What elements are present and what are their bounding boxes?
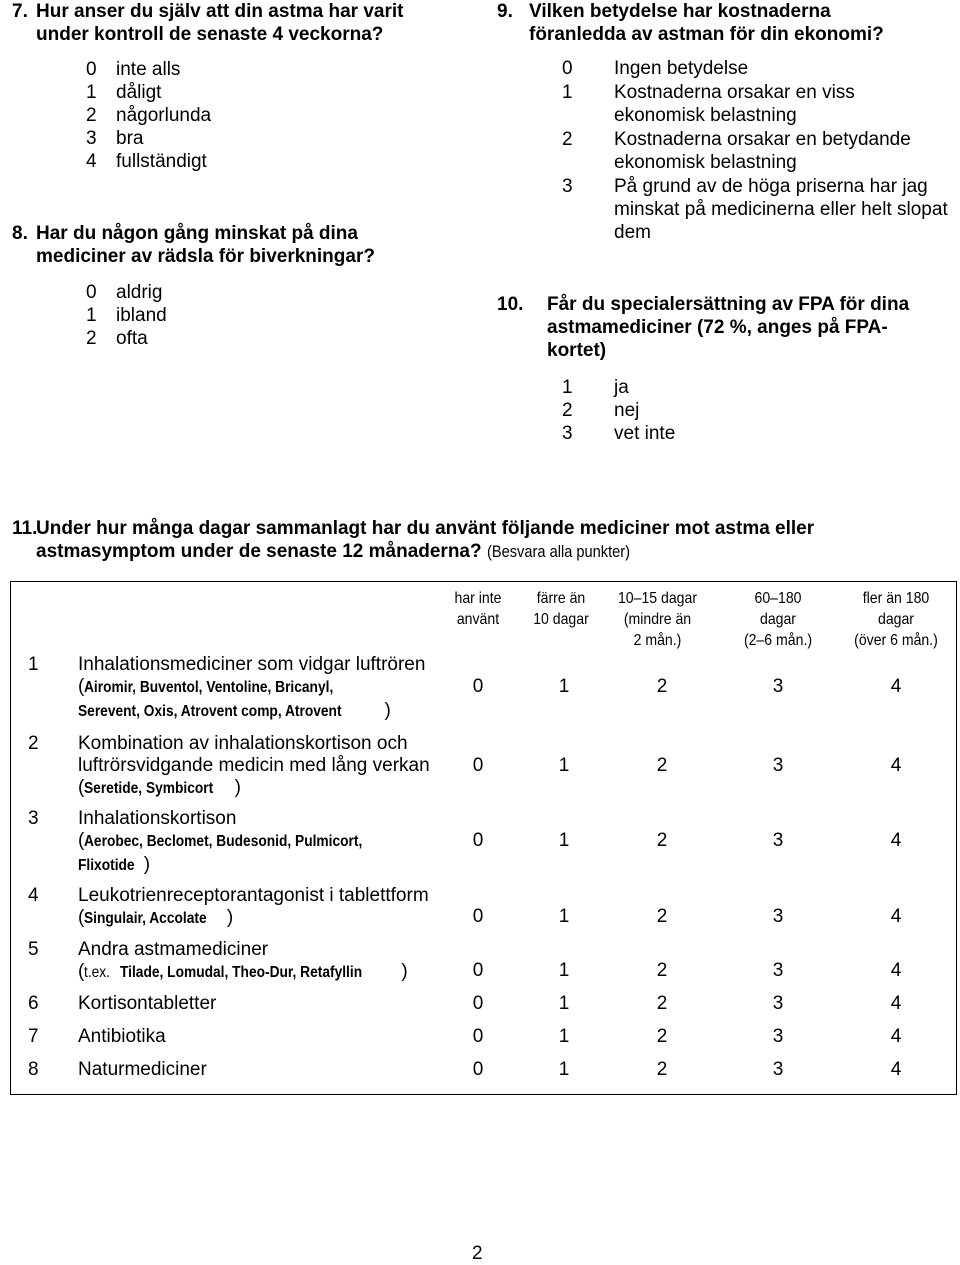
q11-note: (Besvara alla punkter)	[486, 542, 630, 561]
row-label: Antibiotika	[78, 1026, 166, 1047]
row-number: 7	[28, 1026, 39, 1047]
scale-option[interactable]: 2	[656, 960, 668, 981]
scale-option[interactable]: 0	[472, 676, 484, 697]
scale-option[interactable]: 0	[472, 993, 484, 1014]
scale-option[interactable]: 4	[890, 906, 902, 927]
scale-option[interactable]: 0	[472, 1059, 484, 1080]
table-top-border	[10, 581, 957, 582]
scale-option[interactable]: 2	[656, 676, 668, 697]
scale-option[interactable]: 4	[890, 993, 902, 1014]
row-number: 2	[28, 733, 39, 754]
q10-line-2: astmamediciner (72 %, anges på FPA-	[547, 317, 888, 338]
q8-option[interactable]: 2 ofta	[86, 328, 148, 349]
scale-option[interactable]: 2	[656, 830, 668, 851]
q8-option[interactable]: 1 ibland	[86, 305, 167, 326]
scale-option[interactable]: 2	[656, 993, 668, 1014]
scale-option[interactable]: 3	[772, 1059, 784, 1080]
q10-number: 10.	[497, 294, 524, 315]
scale-option[interactable]: 3	[772, 830, 784, 851]
column-header-2: 10–15 dagar (mindre än 2 mån.)	[617, 590, 698, 649]
scale-option[interactable]: 0	[472, 755, 484, 776]
q8-question	[36, 222, 375, 268]
q7-option[interactable]: 1 dåligt	[86, 82, 162, 103]
scale-option[interactable]: 1	[558, 755, 570, 776]
page-number: 2	[472, 1243, 483, 1264]
column-header-3: 60–180 dagar (2–6 mån.)	[743, 590, 813, 649]
scale-option[interactable]: 1	[558, 1026, 570, 1047]
scale-option[interactable]: 4	[890, 960, 902, 981]
scale-option[interactable]: 3	[772, 906, 784, 927]
q9-option[interactable]: 0 Ingen betydelse	[562, 58, 749, 79]
table-right-border	[956, 581, 957, 1095]
row-label: Inhalationsmediciner som vidgar luftrören (Airomir, Buventol, Ventoline, Bricanyl, Serevent, Oxis, Atrovent comp, Atrovent )	[78, 654, 426, 721]
scale-option[interactable]: 3	[772, 960, 784, 981]
scale-option[interactable]: 3	[772, 1026, 784, 1047]
scale-option[interactable]: 2	[656, 906, 668, 927]
scale-option[interactable]: 4	[890, 755, 902, 776]
row-label: Naturmediciner	[78, 1059, 207, 1080]
q8-number: 8.	[12, 223, 28, 244]
q7-line-1: Hur anser du själv att din astma har varit	[36, 1, 404, 22]
row-label: Leukotrienreceptorantagonist i tablettform (Singulair, Accolate )	[78, 885, 429, 928]
column-header-4: fler än 180 dagar (över 6 mån.)	[854, 590, 938, 649]
scale-option[interactable]: 3	[772, 993, 784, 1014]
scale-option[interactable]: 3	[772, 755, 784, 776]
scale-option[interactable]: 1	[558, 906, 570, 927]
scale-option[interactable]: 0	[472, 1026, 484, 1047]
q11-line-1: Under hur många dagar sammanlagt har du använt följande mediciner mot astma eller	[36, 518, 815, 539]
table-bottom-border	[10, 1094, 957, 1095]
row-number: 4	[28, 885, 39, 906]
q8-line-2: mediciner av rädsla för biverkningar?	[36, 246, 375, 267]
q10-option[interactable]: 3 vet inte	[562, 423, 676, 444]
q10-question	[547, 293, 909, 362]
q7-option[interactable]: 0 inte alls	[86, 59, 181, 80]
q10-options	[562, 376, 675, 445]
q8-line-1: Har du någon gång minskat på dina	[36, 223, 358, 244]
scale-option[interactable]: 1	[558, 993, 570, 1014]
row-label: Kortisontabletter	[78, 993, 217, 1014]
row-label: Inhalationskortison (Aerobec, Beclomet, Budesonid, Pulmicort, Flixotide )	[78, 808, 363, 875]
q9-number: 9.	[497, 1, 513, 22]
q10-option[interactable]: 2 nej	[562, 400, 640, 421]
q9-option[interactable]: 3 På grund av de höga priserna har jag minskat på medicinerna eller helt slopat dem	[562, 176, 948, 243]
q11-number: 11.	[12, 518, 38, 539]
row-number: 1	[28, 654, 39, 675]
row-label: Kombination av inhalationskortison och luftrörsvidgande medicin med lång verkan (Seretide, Symbicort )	[78, 733, 430, 798]
q9-option[interactable]: 1 Kostnaderna orsakar en viss ekonomisk belastning	[562, 82, 855, 126]
row-label: Andra astmamediciner (t.ex. Tilade, Lomudal, Theo-Dur, Retafyllin )	[78, 939, 408, 982]
q10-line-3: kortet)	[547, 340, 607, 361]
q7-option[interactable]: 2 någorlunda	[86, 105, 212, 126]
column-header-1: färre än 10 dagar	[533, 590, 589, 628]
scale-option[interactable]: 4	[890, 830, 902, 851]
scale-option[interactable]: 1	[558, 830, 570, 851]
q10-option[interactable]: 1 ja	[562, 377, 629, 398]
scale-option[interactable]: 1	[558, 960, 570, 981]
scale-option[interactable]: 2	[656, 755, 668, 776]
q8-options	[86, 281, 167, 350]
row-number: 5	[28, 939, 39, 960]
scale-option[interactable]: 3	[772, 676, 784, 697]
q7-option[interactable]: 3 bra	[86, 128, 144, 149]
q7-line-2: under kontroll de senaste 4 veckorna?	[36, 24, 384, 45]
scale-option[interactable]: 2	[656, 1059, 668, 1080]
q9-option[interactable]: 2 Kostnaderna orsakar en betydande ekonomisk belastning	[562, 129, 911, 173]
scale-option[interactable]: 0	[472, 906, 484, 927]
q11-line-2: astmasymptom under de senaste 12 månaderna?	[36, 541, 482, 562]
q7-number: 7.	[12, 1, 28, 22]
scale-option[interactable]: 2	[656, 1026, 668, 1047]
q9-question	[529, 0, 884, 46]
row-number: 6	[28, 993, 39, 1014]
scale-option[interactable]: 0	[472, 830, 484, 851]
q9-line-2: föranledda av astman för din ekonomi?	[529, 24, 884, 45]
q7-options	[86, 58, 211, 173]
scale-option[interactable]: 1	[558, 1059, 570, 1080]
scale-option[interactable]: 4	[890, 1059, 902, 1080]
q10-line-1: Får du specialersättning av FPA för dina	[547, 294, 910, 315]
row-number: 3	[28, 808, 39, 829]
table-left-border	[10, 581, 11, 1095]
column-header-0: har inte använt	[454, 590, 502, 628]
q7-question	[36, 0, 403, 46]
scale-option[interactable]: 0	[472, 960, 484, 981]
scale-option[interactable]: 1	[558, 676, 570, 697]
scale-option[interactable]: 4	[890, 676, 902, 697]
q7-option[interactable]: 4 fullständigt	[86, 151, 207, 172]
q11-question	[36, 517, 814, 563]
scale-option[interactable]: 4	[890, 1026, 902, 1047]
row-number: 8	[28, 1059, 39, 1080]
q8-option[interactable]: 0 aldrig	[86, 282, 163, 303]
q9-line-1: Vilken betydelse har kostnaderna	[529, 1, 831, 22]
